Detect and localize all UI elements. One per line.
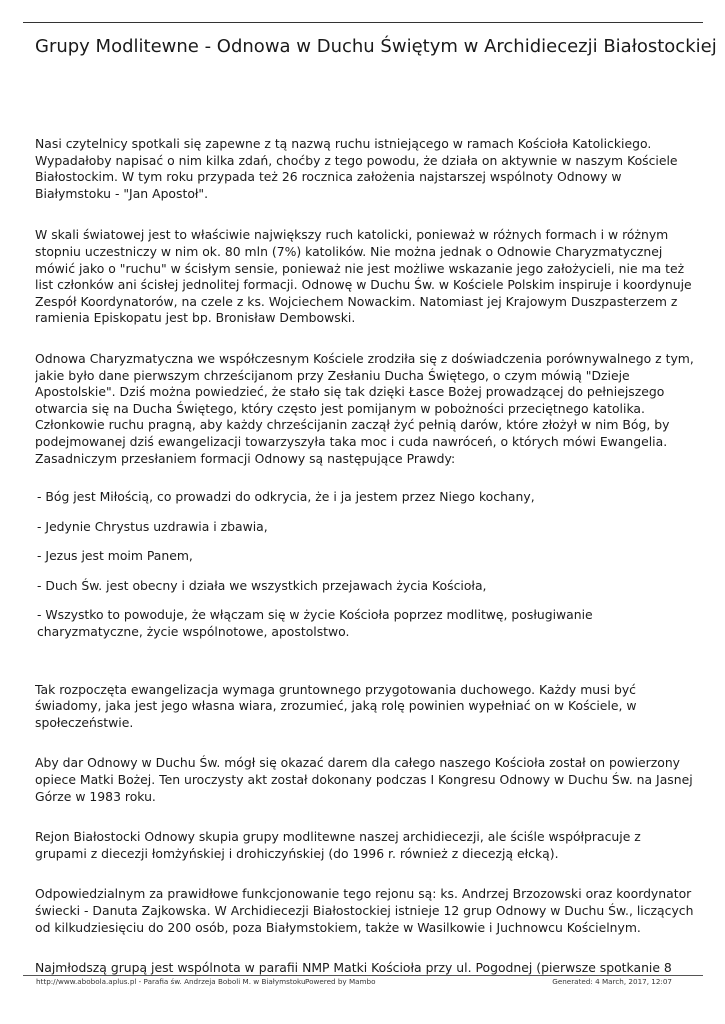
header-rule — [23, 22, 703, 23]
paragraph-world-scale: W skali światowej jest to właściwie największy ruch katolicki, ponieważ w różnych formach i w różnym stopniu uczestniczy w nim ok. 80 mln (7%) katolików. Nie można jednak o Odnowie Charyzmatycznej mówić jako o "ruchu" w ścisłym sensie, ponieważ nie jest możliwe wskazanie jego założycieli, nie ma też list członków ani ścisłej jednolitej formacji. Odnowę w Duchu Św. w Kościele Polskim inspiruje i koordynuje Zespół Koordynatorów, na czele z ks. Wojciechem Nowackim. Natomiast jej Krajowym Duszpasterzem z ramienia Episkopatu jest bp. Bronisław Dembowski. — [35, 227, 692, 326]
page-title: Grupy Modlitewne - Odnowa w Duchu Świętym w Archidiecezji Białostockiej — [35, 36, 717, 57]
paragraph-region: Rejon Białostocki Odnowy skupia grupy modlitewne naszej archidiecezji, ale ściśle współpracuje z grupami z diecezji łomżyńskiej i drohiczyńskiej (do 1996 r. również z diecezją ełcką). — [35, 829, 641, 861]
paragraph-origins: Odnowa Charyzmatyczna we współczesnym Kościele zrodziła się z doświadczenia porównywalnego z tym, jakie było dane pierwszym chrześcijanom przy Zesłaniu Ducha Świętego, o czym mówią "Dzieje Apostolskie". Dziś można powiedzieć, że stało się tak dzięki Łasce Bożej prowadzącej do pełniejszego otwarcia się na Ducha Świętego, który często jest pomijanym w pobożności przeciętnego katolika. Członkowie ruchu pragną, aby każdy chrześcijanin zaczął żyć pełnią darów, które złożył w nim Bóg, by podejmowanej dziś ewangelizacji towarzyszyła taka moc i cuda nawróceń, o których mówi Ewangelia. Zasadniczym przesłaniem formacji Odnowy są następujące Prawdy: — [35, 350, 694, 466]
truths-list — [35, 489, 695, 641]
paragraph-dedication: Aby dar Odnowy w Duchu Św. mógł się okazać darem dla całego naszego Kościoła został on powierzony opiece Matki Bożej. Ten uroczysty akt został dokonany podczas I Kongresu Odnowy w Duchu Św. na Jasnej Górze w 1983 roku. — [35, 755, 693, 804]
paragraph-youngest-group: Najmłodszą grupą jest wspólnota w parafii NMP Matki Kościoła przy ul. Pogodnej (pierwsze spotkanie 8 — [35, 960, 672, 976]
paragraph-intro: Nasi czytelnicy spotkali się zapewne z tą nazwą ruchu istniejącego w ramach Kościoła Katolickiego. Wypadałoby napisać o nim kilka zdań, choćby z tego powodu, że działa on aktywnie w naszym Kościele Białostockim. W tym roku przypada też 26 rocznica założenia najstarszej wspólnoty Odnowy w Białymstoku - "Jan Apostoł". — [35, 136, 678, 201]
article-body — [35, 136, 695, 979]
list-item: - Wszystko to powoduje, że włączam się w życie Kościoła poprzez modlitwę, posługiwanie charyzmatyczne, życie wspólnotowe, apostolstwo. — [37, 607, 593, 640]
list-item: - Bóg jest Miłością, co prowadzi do odkrycia, że i ja jestem przez Niego kochany, — [37, 489, 535, 505]
footer-site-url: http://www.abobola.aplus.pl - Parafia św. Andrzeja Boboli M. w Białymstoku — [36, 977, 306, 986]
footer-generated-date: Generated: 4 March, 2017, 12:07 — [552, 977, 672, 986]
paragraph-coordinators: Odpowiedzialnym za prawidłowe funkcjonowanie tego rejonu są: ks. Andrzej Brzozowski oraz koordynator świecki - Danuta Zajkowska. W Archidiecezji Białostockiej istnieje 12 grup Odnowy w Duchu Św., liczących od kilkudziesięciu do 200 osób, poza Białymstokiem, także w Wasilkowie i Juchnowcu Kościelnym. — [35, 886, 694, 935]
list-item: - Jezus jest moim Panem, — [37, 548, 193, 564]
footer-powered-by: Powered by Mambo — [305, 977, 376, 986]
list-item: - Duch Św. jest obecny i działa we wszystkich przejawach życia Kościoła, — [37, 577, 487, 593]
list-item: - Jedynie Chrystus uzdrawia i zbawia, — [37, 518, 268, 534]
footer-rule — [23, 975, 703, 976]
paragraph-evangelization: Tak rozpoczęta ewangelizacja wymaga gruntownego przygotowania duchowego. Każdy musi być świadomy, jaka jest jego własna wiara, zrozumieć, jaką rolę powinien wypełniać on w Kościele, w społeczeństwie. — [35, 681, 637, 730]
